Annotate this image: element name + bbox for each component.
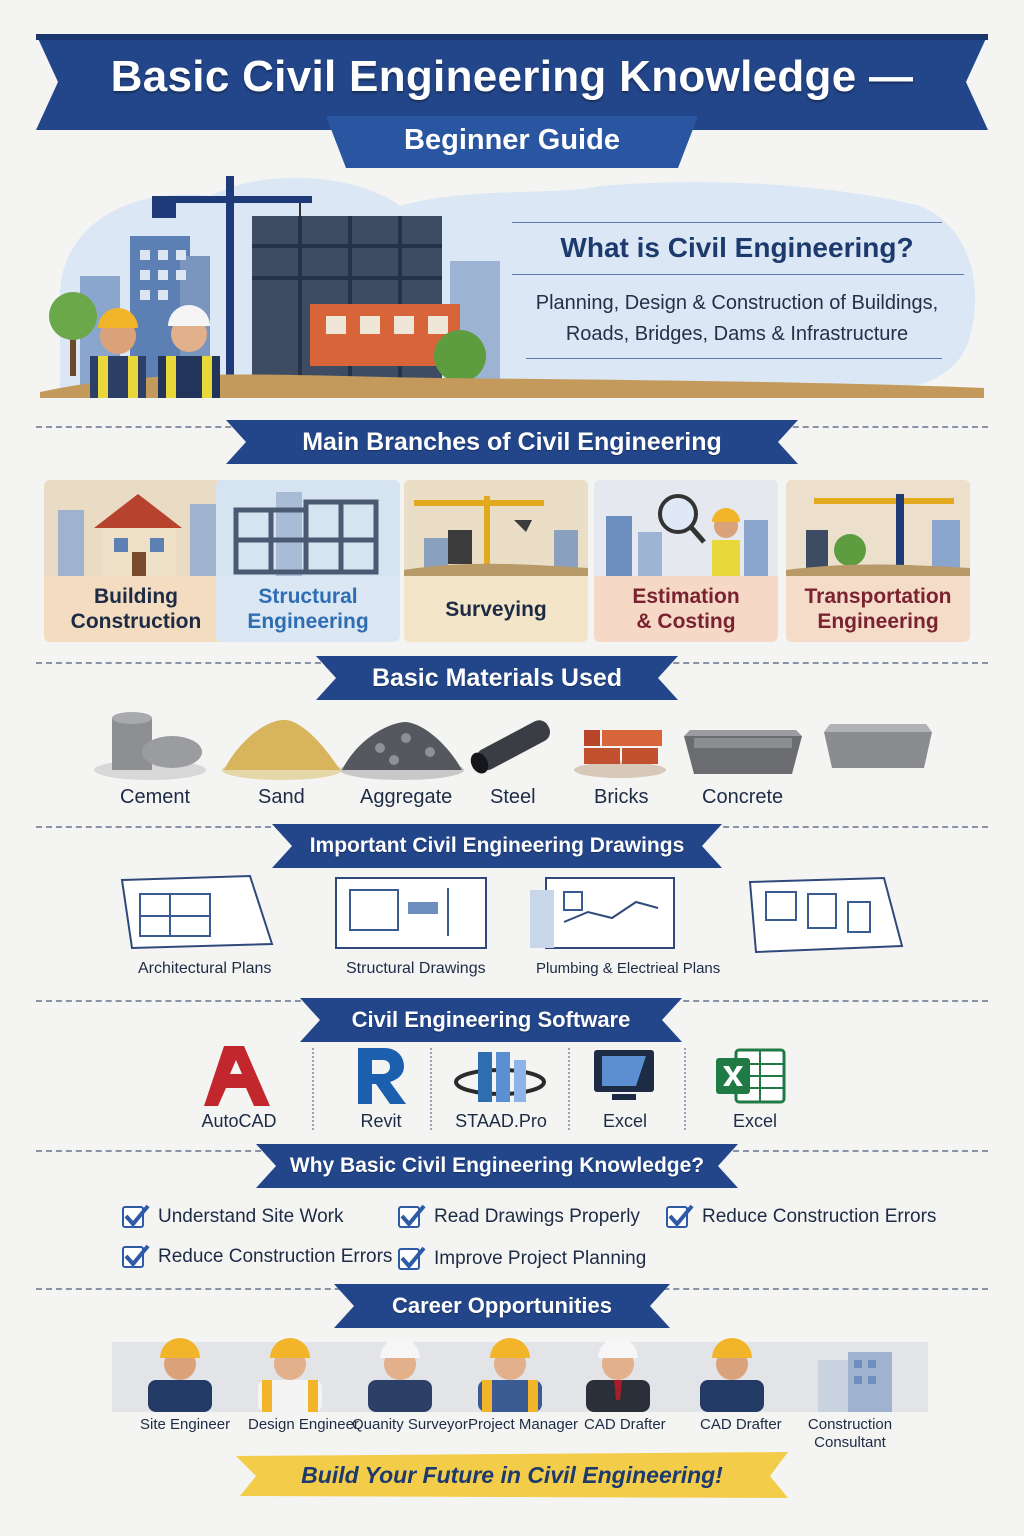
plumbing-plan-icon (530, 878, 674, 948)
material-label: Aggregate (360, 786, 453, 808)
hero-description-line-1: Planning, Design & Construction of Buildings, (535, 292, 939, 314)
why-item (122, 1246, 392, 1268)
revit-icon (354, 1046, 408, 1106)
careers-ribbon (334, 1284, 670, 1328)
career-label: Site Engineer (140, 1416, 231, 1433)
branch-label-line: Estimation (632, 585, 740, 608)
material-label: Sand (258, 786, 305, 808)
why-item (122, 1206, 344, 1228)
electrical-plan-icon (750, 878, 902, 952)
why-ribbon (256, 1144, 738, 1188)
hero-divider-top (512, 222, 942, 223)
branch-label-estimation (594, 576, 778, 642)
steel-icon (467, 717, 553, 777)
sand-icon (222, 720, 342, 780)
branch-label-surveying (404, 576, 588, 642)
careers-title: Career Opportunities (391, 1293, 613, 1318)
why-item-label: Improve Project Planning (434, 1248, 647, 1269)
material-label: Cement (120, 786, 191, 808)
hero-description-line-2: Roads, Bridges, Dams & Infrastructure (565, 323, 909, 345)
excel-icon (714, 1046, 786, 1106)
why-item-label: Understand Site Work (158, 1206, 344, 1227)
why-item (666, 1206, 936, 1228)
career-label: Project Manager (468, 1416, 579, 1433)
drawing-label: Architectural Plans (138, 960, 272, 977)
branch-label-building (44, 576, 228, 642)
why-item (398, 1206, 640, 1228)
concrete-block-icon (824, 724, 932, 768)
house-icon (44, 480, 228, 576)
career-label: Design Engineer (248, 1416, 359, 1433)
checkbox-icon (398, 1206, 420, 1228)
branch-label-line: Engineering (817, 610, 939, 633)
branch-card-surveying (404, 480, 588, 642)
branches-title: Main Branches of Civil Engineering (302, 427, 722, 456)
software-label: STAAD.Pro (455, 1111, 547, 1131)
cement-icon (94, 712, 206, 780)
material-label: Steel (490, 786, 536, 808)
monitor-icon (592, 1048, 656, 1104)
architectural-plan-icon (122, 876, 272, 948)
why-item-label: Read Drawings Properly (434, 1206, 640, 1227)
footer-tagline: Build Your Future in Civil Engineering! (301, 1461, 723, 1488)
checkbox-icon (122, 1246, 144, 1268)
checkbox-icon (122, 1206, 144, 1228)
aggregate-icon (340, 722, 464, 780)
software-label: Excel (602, 1111, 647, 1131)
drawings-illustration (118, 872, 908, 956)
why-title: Why Basic Civil Engineering Knowledge? (289, 1154, 705, 1177)
branch-card-building (44, 480, 228, 642)
career-label: CAD Drafter (584, 1416, 666, 1433)
hero-heading: What is Civil Engineering? (560, 232, 914, 263)
materials-ribbon (316, 656, 678, 700)
career-label: CAD Drafter (700, 1416, 782, 1433)
concrete-tray-icon (684, 730, 802, 774)
checkbox-icon (666, 1206, 688, 1228)
branch-label-line: Building (94, 585, 178, 608)
tower-crane-icon (786, 480, 970, 576)
materials-illustration (90, 708, 940, 784)
crane-icon (404, 480, 588, 576)
staad-pro-icon (452, 1046, 548, 1108)
branch-label-structural (216, 576, 400, 642)
page-title: Basic Civil Engineering Knowledge — (110, 52, 914, 101)
office-building-icon (818, 1352, 892, 1412)
software-label: Revit (360, 1111, 402, 1131)
branches-ribbon (226, 420, 798, 464)
branch-label-line: Engineering (247, 610, 369, 633)
software-title: Civil Engineering Software (351, 1007, 631, 1032)
material-label: Bricks (594, 786, 649, 808)
branch-label-line: Construction (70, 610, 202, 633)
bricks-icon (574, 730, 666, 778)
drawings-ribbon (272, 824, 722, 868)
hero-divider-mid (512, 274, 964, 275)
hero-divider-bottom (526, 358, 942, 359)
branch-label-line: Structural (258, 585, 358, 608)
why-item-label: Reduce Construction Errors (702, 1206, 937, 1227)
career-label: Quanity Surveyor (352, 1416, 468, 1433)
checkbox-icon (398, 1248, 420, 1270)
software-label: Excel (732, 1111, 777, 1131)
software-label: AutoCAD (201, 1111, 277, 1131)
career-label: Construction Consultant (807, 1416, 893, 1451)
software-separator (312, 1048, 314, 1130)
drawing-label: Plumbing & Electrieal Plans (536, 960, 721, 977)
software-separator (684, 1048, 686, 1130)
material-label: Concrete (702, 786, 784, 808)
branch-label-line: Surveying (445, 597, 547, 621)
drawings-title: Important Civil Engineering Drawings (309, 834, 685, 857)
hero-illustration (40, 166, 984, 406)
why-item (398, 1248, 646, 1270)
structural-drawing-icon (336, 878, 486, 948)
hero-description (512, 288, 962, 350)
drawing-label: Structural Drawings (346, 960, 486, 977)
page-subtitle: Beginner Guide (404, 124, 620, 156)
materials-title: Basic Materials Used (371, 663, 623, 692)
why-item-label: Reduce Construction Errors (158, 1246, 393, 1267)
branch-card-structural (216, 480, 400, 642)
autocad-icon (204, 1044, 276, 1108)
structure-frame-icon (216, 480, 400, 576)
branch-card-transportation (786, 480, 970, 642)
branch-label-line: & Costing (636, 610, 736, 633)
careers-illustration (112, 1330, 928, 1412)
branch-card-estimation (594, 480, 778, 642)
branch-label-transportation (786, 576, 970, 642)
magnifier-icon (594, 480, 778, 576)
software-ribbon (300, 998, 682, 1042)
branch-label-line: Transportation (804, 585, 952, 608)
